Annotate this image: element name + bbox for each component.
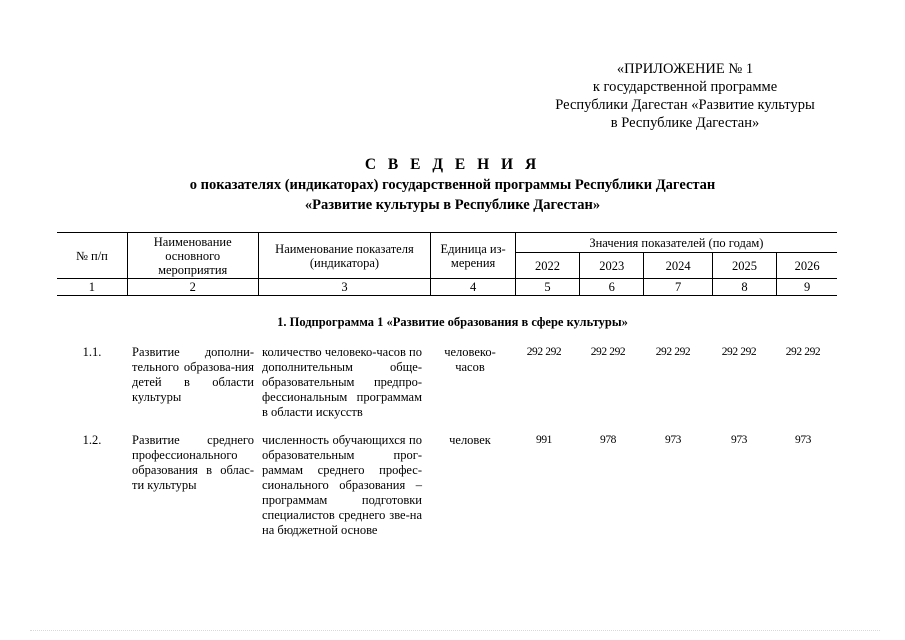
col-number: 6 xyxy=(580,279,644,296)
header-year: 2026 xyxy=(777,253,837,279)
row-value-2026: 973 xyxy=(794,434,812,446)
col-number: 5 xyxy=(515,279,579,296)
row-indicator: количество человеко-часов по дополнительным обще-образовательным предпро-фессиональным программам в области искусств xyxy=(262,345,422,419)
row-indicator: численность обучающихся по образовательным прог-раммам среднего профес-сионального образования – программам подготовки специалистов среднего зве-на на бюджетной основе xyxy=(262,433,422,537)
col-number: 1 xyxy=(57,279,127,296)
header-values-group: Значения показателей (по годам) xyxy=(515,233,837,253)
col-number: 9 xyxy=(777,279,837,296)
row-value-2026: 292 292 xyxy=(785,346,821,358)
row-value-2024: 292 292 xyxy=(655,346,691,358)
row-value-2022: 991 xyxy=(535,434,553,446)
row-value-2025: 292 292 xyxy=(721,346,757,358)
col-number: 8 xyxy=(712,279,776,296)
subprogram-heading: 1. Подпрограмма 1 «Развитие образования в сфере культуры» xyxy=(277,315,628,329)
header-num: № п/п xyxy=(57,233,127,279)
col-number: 7 xyxy=(644,279,712,296)
appendix-line: Республики Дагестан «Развитие культуры xyxy=(555,97,815,113)
header-indicator: Наименование показателя (индикатора) xyxy=(258,233,431,279)
row-activity: Развитие среднего профессионального образования в облас-ти культуры xyxy=(132,433,254,492)
row-unit: человек xyxy=(449,433,491,447)
document-title xyxy=(0,155,905,215)
title-main: С В Е Д Е Н И Я xyxy=(364,156,541,173)
row-value-2025: 973 xyxy=(730,434,748,446)
appendix-block xyxy=(530,60,840,132)
header-activity: Наименование основного мероприятия xyxy=(127,233,258,279)
row-activity: Развитие дополни-тельного образова-ния детей в области культуры xyxy=(132,345,254,404)
indicators-table-header xyxy=(57,232,837,296)
header-year: 2023 xyxy=(580,253,644,279)
header-year: 2022 xyxy=(515,253,579,279)
col-number: 2 xyxy=(127,279,258,296)
row-value-2023: 978 xyxy=(599,434,617,446)
row-num: 1.1. xyxy=(82,345,102,359)
title-line-2: «Развитие культуры в Республике Дагестан» xyxy=(304,197,601,213)
row-unit: человеко-часов xyxy=(444,345,496,374)
col-number: 3 xyxy=(258,279,431,296)
row-value-2022: 292 292 xyxy=(526,346,562,358)
appendix-line: «ПРИЛОЖЕНИЕ № 1 xyxy=(616,61,754,77)
row-num: 1.2. xyxy=(82,433,102,447)
appendix-line: к государственной программе xyxy=(592,79,778,95)
title-line-1: о показателях (индикаторах) государственной программы Республики Дагестан xyxy=(189,177,716,193)
header-year: 2024 xyxy=(644,253,712,279)
col-number: 4 xyxy=(431,279,515,296)
appendix-line: в Республике Дагестан» xyxy=(610,115,760,131)
row-value-2024: 973 xyxy=(664,434,682,446)
header-unit: Единица из-мерения xyxy=(431,233,515,279)
header-year: 2025 xyxy=(712,253,776,279)
row-value-2023: 292 292 xyxy=(590,346,626,358)
page-edge-artifact xyxy=(30,630,880,632)
